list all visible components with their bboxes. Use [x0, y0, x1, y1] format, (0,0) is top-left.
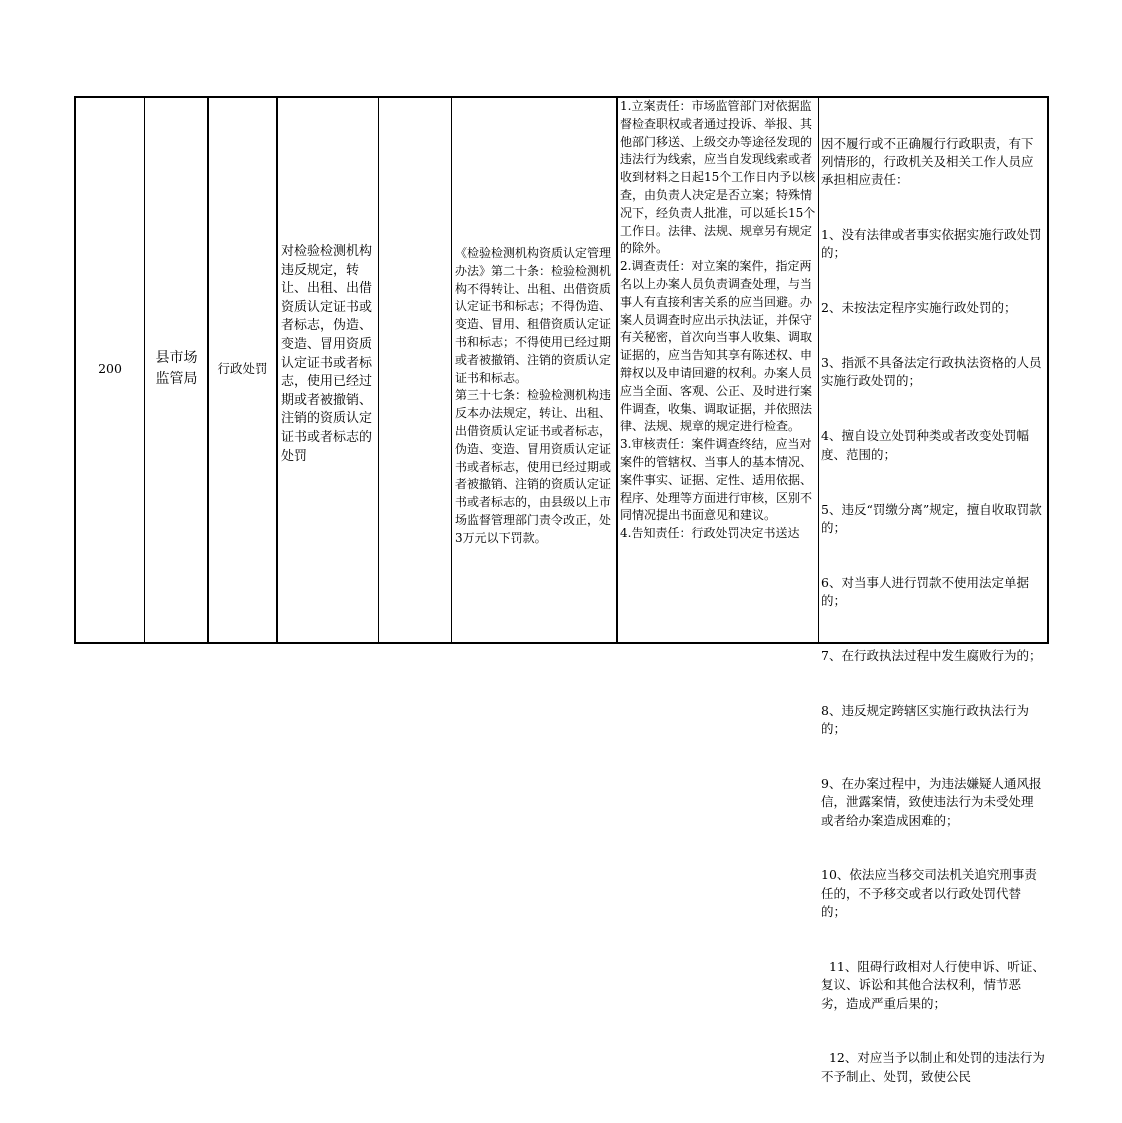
accountability-intro: 因不履行或不正确履行行政职责，有下列情形的，行政机关及相关工作人员应承担相应责任：	[821, 135, 1034, 188]
accountability-item: 8、违反规定跨辖区实施行政执法行为的；	[821, 702, 1029, 737]
responsibility-cell	[620, 98, 816, 646]
accountability-item: 6、对当事人进行罚款不使用法定单据的；	[821, 574, 1029, 609]
accountability-item: 11、阻碍行政相对人行使申诉、听证、复议、诉讼和其他合法权利，情节恶劣，造成严重后果的；	[821, 958, 1045, 1011]
column-divider	[378, 96, 379, 644]
column-divider	[616, 96, 618, 644]
responsibility-item: 4.告知责任：行政处罚决定书送达	[620, 526, 800, 541]
accountability-item: 10、依法应当移交司法机关追究刑事责任的，不予移交或者以行政处罚代替的；	[821, 867, 1037, 920]
accountability-item: 2、未按法定程序实施行政处罚的；	[821, 300, 1017, 316]
responsibility-item: 2.调查责任：对立案的案件，指定两名以上办案人员负责调查处理，与当事人有直接利害关系的应当回避。办案人员调查时应出示执法证，并保守有关秘密，首次向当事人收集、调取证据的，应当告知其享有陈述权、申辩权以及申请回避的权利。办案人员应当全面、客观、公正、及时进行案件调查，收集、调取证据，并依照法律、法规、规章的规定进行检查。	[620, 259, 813, 434]
accountability-item: 5、违反“罚缴分离”规定，擅自收取罚款的；	[821, 501, 1042, 535]
accountability-item: 3、指派不具备法定行政执法资格的人员实施行政处罚的；	[821, 355, 1042, 389]
department-name: 县市场监管局	[155, 350, 198, 387]
accountability-item: 12、对应当予以制止和处罚的违法行为不予制止、处罚，致使公民	[821, 1050, 1045, 1084]
department-cell	[146, 96, 207, 642]
sub-item-cell	[380, 96, 451, 642]
responsibility-item: 1.立案责任：市场监管部门对依据监督检查职权或者通过投诉、举报、其他部门移送、上级交办等途径发现的违法行为线索，应当自发现线索或者收到材料之日起15个工作日内予以核查，由负责人决定是否立案；特殊情况下，经负责人批准，可以延长15个工作日。法律、法规、规章另有规定的除外。	[620, 99, 816, 256]
record-table	[74, 96, 1049, 1084]
row-number-text: 200	[98, 360, 122, 376]
accountability-item: 1、没有法律或者事实依据实施行政处罚的；	[821, 227, 1042, 261]
column-divider	[818, 96, 819, 644]
row-number	[76, 96, 144, 642]
column-divider	[451, 96, 452, 644]
column-divider	[144, 96, 145, 644]
category-label: 行政处罚	[217, 360, 268, 376]
column-divider	[276, 96, 278, 644]
column-divider	[1047, 96, 1049, 644]
accountability-item: 4、擅自设立处罚种类或者改变处罚幅度、范围的；	[821, 428, 1029, 462]
accountability-cell	[821, 98, 1045, 1084]
category-cell	[209, 96, 276, 642]
legal-basis: 《检验检测机构资质认定管理办法》第二十条：检验检测机构不得转让、出租、出借资质认定证书和标志；不得伪造、变造、冒用、租借资质认定证书和标志；不得使用已经过期或者被撤销、注销的资质认定证书和标志。 第三十七条：检验检测机构违反本办法规定，转让、出租、出借资质认定证书或者标志，伪造、变造、冒用资质认定证书或者标志，使用已经过期或者被撤销、注销的资质认定证书或者标志的，由县级以上市场监督管理部门责令改正，处3万元以下罚款。	[455, 246, 612, 545]
responsibility-item: 3.审核责任：案件调查终结，应当对案件的管辖权、当事人的基本情况、案件事实、证据、定性、适用依据、程序、处理等方面进行审核，区别不同情况提出书面意见和建议。	[620, 437, 813, 523]
accountability-item: 7、在行政执法过程中发生腐败行为的；	[821, 647, 1042, 663]
item-name: 对检验检测机构违反规定，转让、出租、出借资质认定证书或者标志，伪造、变造、冒用资质认定证书或者标志，使用已经过期或者被撤销、注销的资质认定证书或者标志的处罚	[281, 244, 373, 464]
accountability-item: 9、在办案过程中，为违法嫌疑人通风报信，泄露案情，致使违法行为未受处理或者给办案造成困难的；	[821, 775, 1042, 828]
